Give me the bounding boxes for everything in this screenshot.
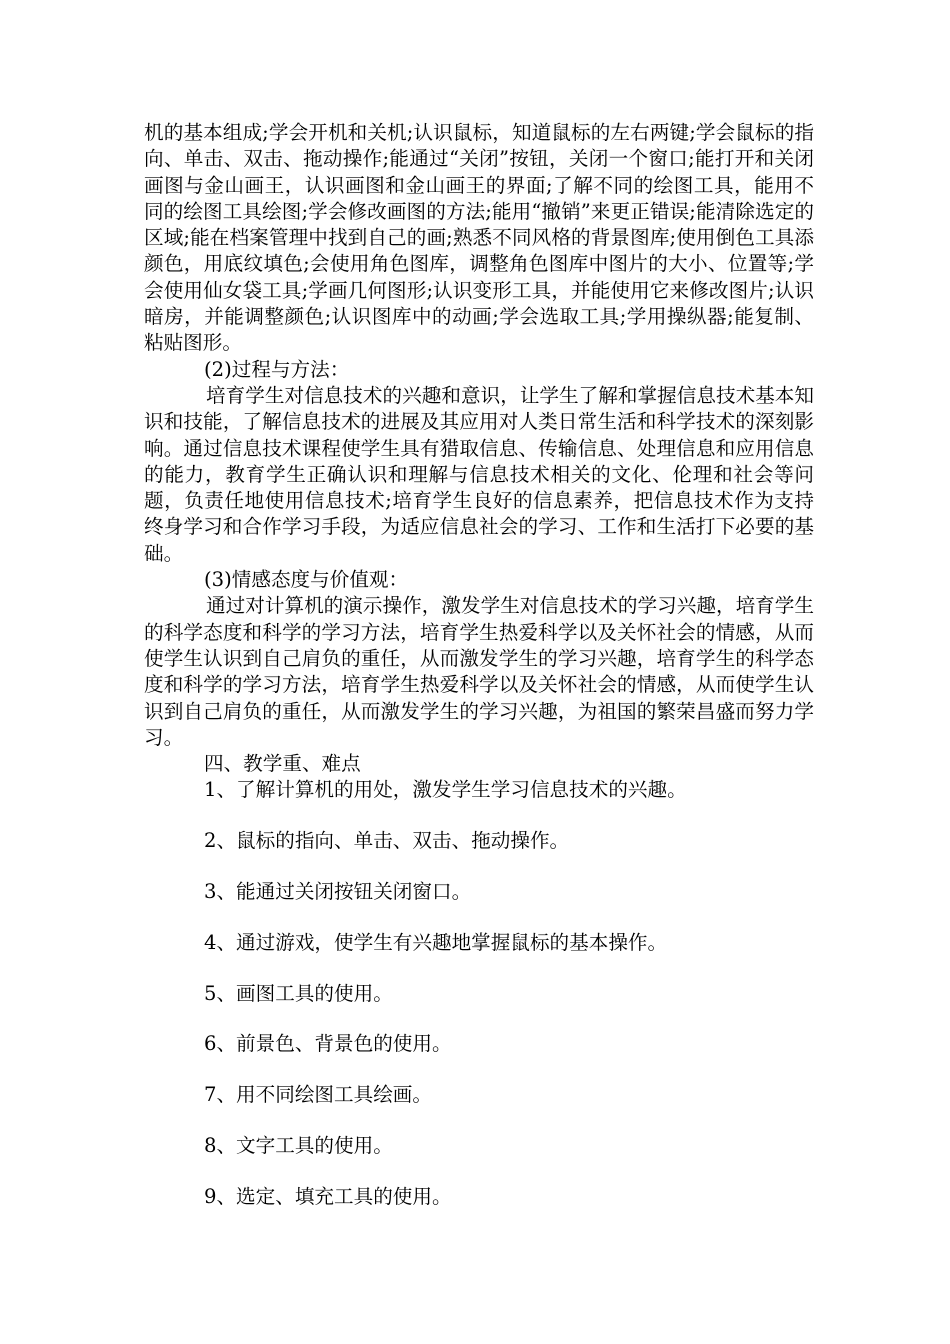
list-item: 8、文字工具的使用。 [204,1134,393,1157]
paragraph-objectives-knowledge: 机的基本组成;学会开机和关机;认识鼠标，知道鼠标的左右两键;学会鼠标的指向、单击、双击、拖动操作;能通过“关闭”按钮，关闭一个窗口;能打开和关闭画图与金山画王，认识画图和金山画王的界面;了解不同的绘图工具，能用不同的绘图工具绘图;学会修改画图的方法;能用“撤销”来更正错误;能清除选定的区域;能在档案管理中找到自己的画;熟悉不同风格的背景图库;使用倒色工具添颜色，用底纹填色;会使用角色图库，调整角色图库中图片的大小、位置等;学会使用仙女袋工具;学画几何图形;认识变形工具，并能使用它来修改图片;认识暗房，并能调整颜色;认识图库中的动画;学会选取工具;学用操纵器;能复制、粘贴图形。 [144,121,814,355]
section-title-key-points: 四、教学重、难点 [204,752,361,776]
list-item: 7、用不同绘图工具绘画。 [204,1083,432,1107]
list-item: 6、前景色、背景色的使用。 [204,1032,452,1056]
paragraph-process-method: 培育学生对信息技术的兴趣和意识，让学生了解和掌握信息技术基本知识和技能，了解信息技术的进展及其应用对人类日常生活和科学技术的深刻影响。通过信息技术课程使学生具有猎取信息、传输信息、处理信息和应用信息的能力，教育学生正确认识和理解与信息技术相关的文化、伦理和社会等问题，负责任地使用信息技术;培育学生良好的信息素养，把信息技术作为支持终身学习和合作学习手段，为适应信息社会的学习、工作和生活打下必要的基础。 [144,383,814,565]
document-page [144,120,814,1254]
key-points-list [144,777,814,1234]
heading-process-method: (2)过程与方法： [204,357,350,381]
list-item: 1、了解计算机的用处，激发学生学习信息技术的兴趣。 [204,778,687,802]
heading-emotion-values: (3)情感态度与价值观： [204,568,409,592]
list-item: 3、能通过关闭按钮关闭窗口。 [204,880,472,904]
list-item: 9、选定、填充工具的使用。 [204,1184,452,1208]
list-item: 4、通过游戏，使学生有兴趣地掌握鼠标的基本操作。 [204,930,668,954]
list-item: 5、画图工具的使用。 [204,981,393,1005]
paragraph-emotion-values: 通过对计算机的演示操作，激发学生对信息技术的学习兴趣，培育学生的科学态度和科学的学习方法，培育学生热爱科学以及关怀社会的情感，从而使学生认识到自己肩负的重任，从而激发学生的学习兴趣，培育学生的科学态度和科学的学习方法，培育学生热爱科学以及关怀社会的情感，从而使学生认识到自己肩负的重任，从而激发学生的学习兴趣，为祖国的繁荣昌盛而努力学习。 [144,594,814,749]
list-item: 2、鼠标的指向、单击、双击、拖动操作。 [204,829,570,853]
